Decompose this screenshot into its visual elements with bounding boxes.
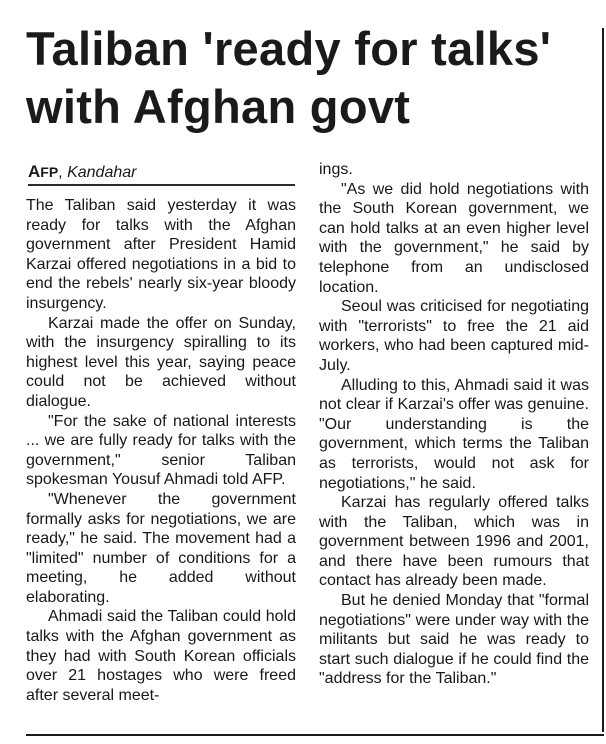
paragraph-continued: ings. [319, 161, 353, 178]
byline-agency [28, 162, 58, 181]
paragraph: "For the sake of national interests ... we are fully ready for talks with the government," senior Taliban spokesman Yousuf Ahmadi told AFP. [26, 412, 296, 489]
paragraph: "As we did hold negotiations with the South Korean government, we can hold talks at an even higher level with the government," he said by telephone from an undisclosed location. [319, 180, 589, 296]
paragraph: Alluding to this, Ahmadi said it was not clear if Karzai's offer was genuine. "Our understanding is the government, which terms the Taliban as terrorists, would not ask for negotiations," he said. [319, 376, 589, 492]
right-border-rule [602, 28, 604, 732]
bottom-border-rule [26, 734, 604, 736]
byline-agency-initial: A [28, 162, 41, 181]
paragraph: "Whenever the government formally asks for negotiations, we are ready," he said. The movement had a "limited" number of conditions for a meeting, he added without elaborating. [26, 490, 296, 606]
byline-dateline: Kandahar [67, 164, 137, 181]
column-left [26, 196, 296, 705]
column-right [319, 160, 589, 689]
paragraph: But he denied Monday that "formal negotiations" were under way with the militants but said he was ready to start such dialogue if he could find the "address for the Taliban." [319, 592, 589, 688]
byline [28, 162, 136, 183]
paragraph: Karzai made the offer on Sunday, with the insurgency spiralling to its highest level this year, saying peace could not be achieved without dialogue. [26, 314, 296, 410]
byline-rule [28, 184, 295, 186]
paragraph: Karzai has regularly offered talks with the Taliban, which was in government between 1996 and 2001, and there have been rumours that contact has already been made. [319, 494, 589, 590]
paragraph: The Taliban said yesterday it was ready for talks with the Afghan government after President Hamid Karzai offered negotiations in a bid to end the rebels' nearly six-year bloody insurgency. [26, 197, 296, 312]
paragraph: Ahmadi said the Taliban could hold talks with the Afghan government as they had with South Korean officials over 21 hostages who were freed after several meet- [26, 608, 296, 704]
byline-agency-rest: FP [40, 164, 59, 180]
paragraph: Seoul was criticised for negotiating with "terrorists" to free the 21 aid workers, who had been captured mid-July. [319, 298, 589, 374]
headline: Taliban 'ready for talks' with Afghan govt [26, 22, 552, 133]
byline-separator: , [58, 164, 63, 181]
